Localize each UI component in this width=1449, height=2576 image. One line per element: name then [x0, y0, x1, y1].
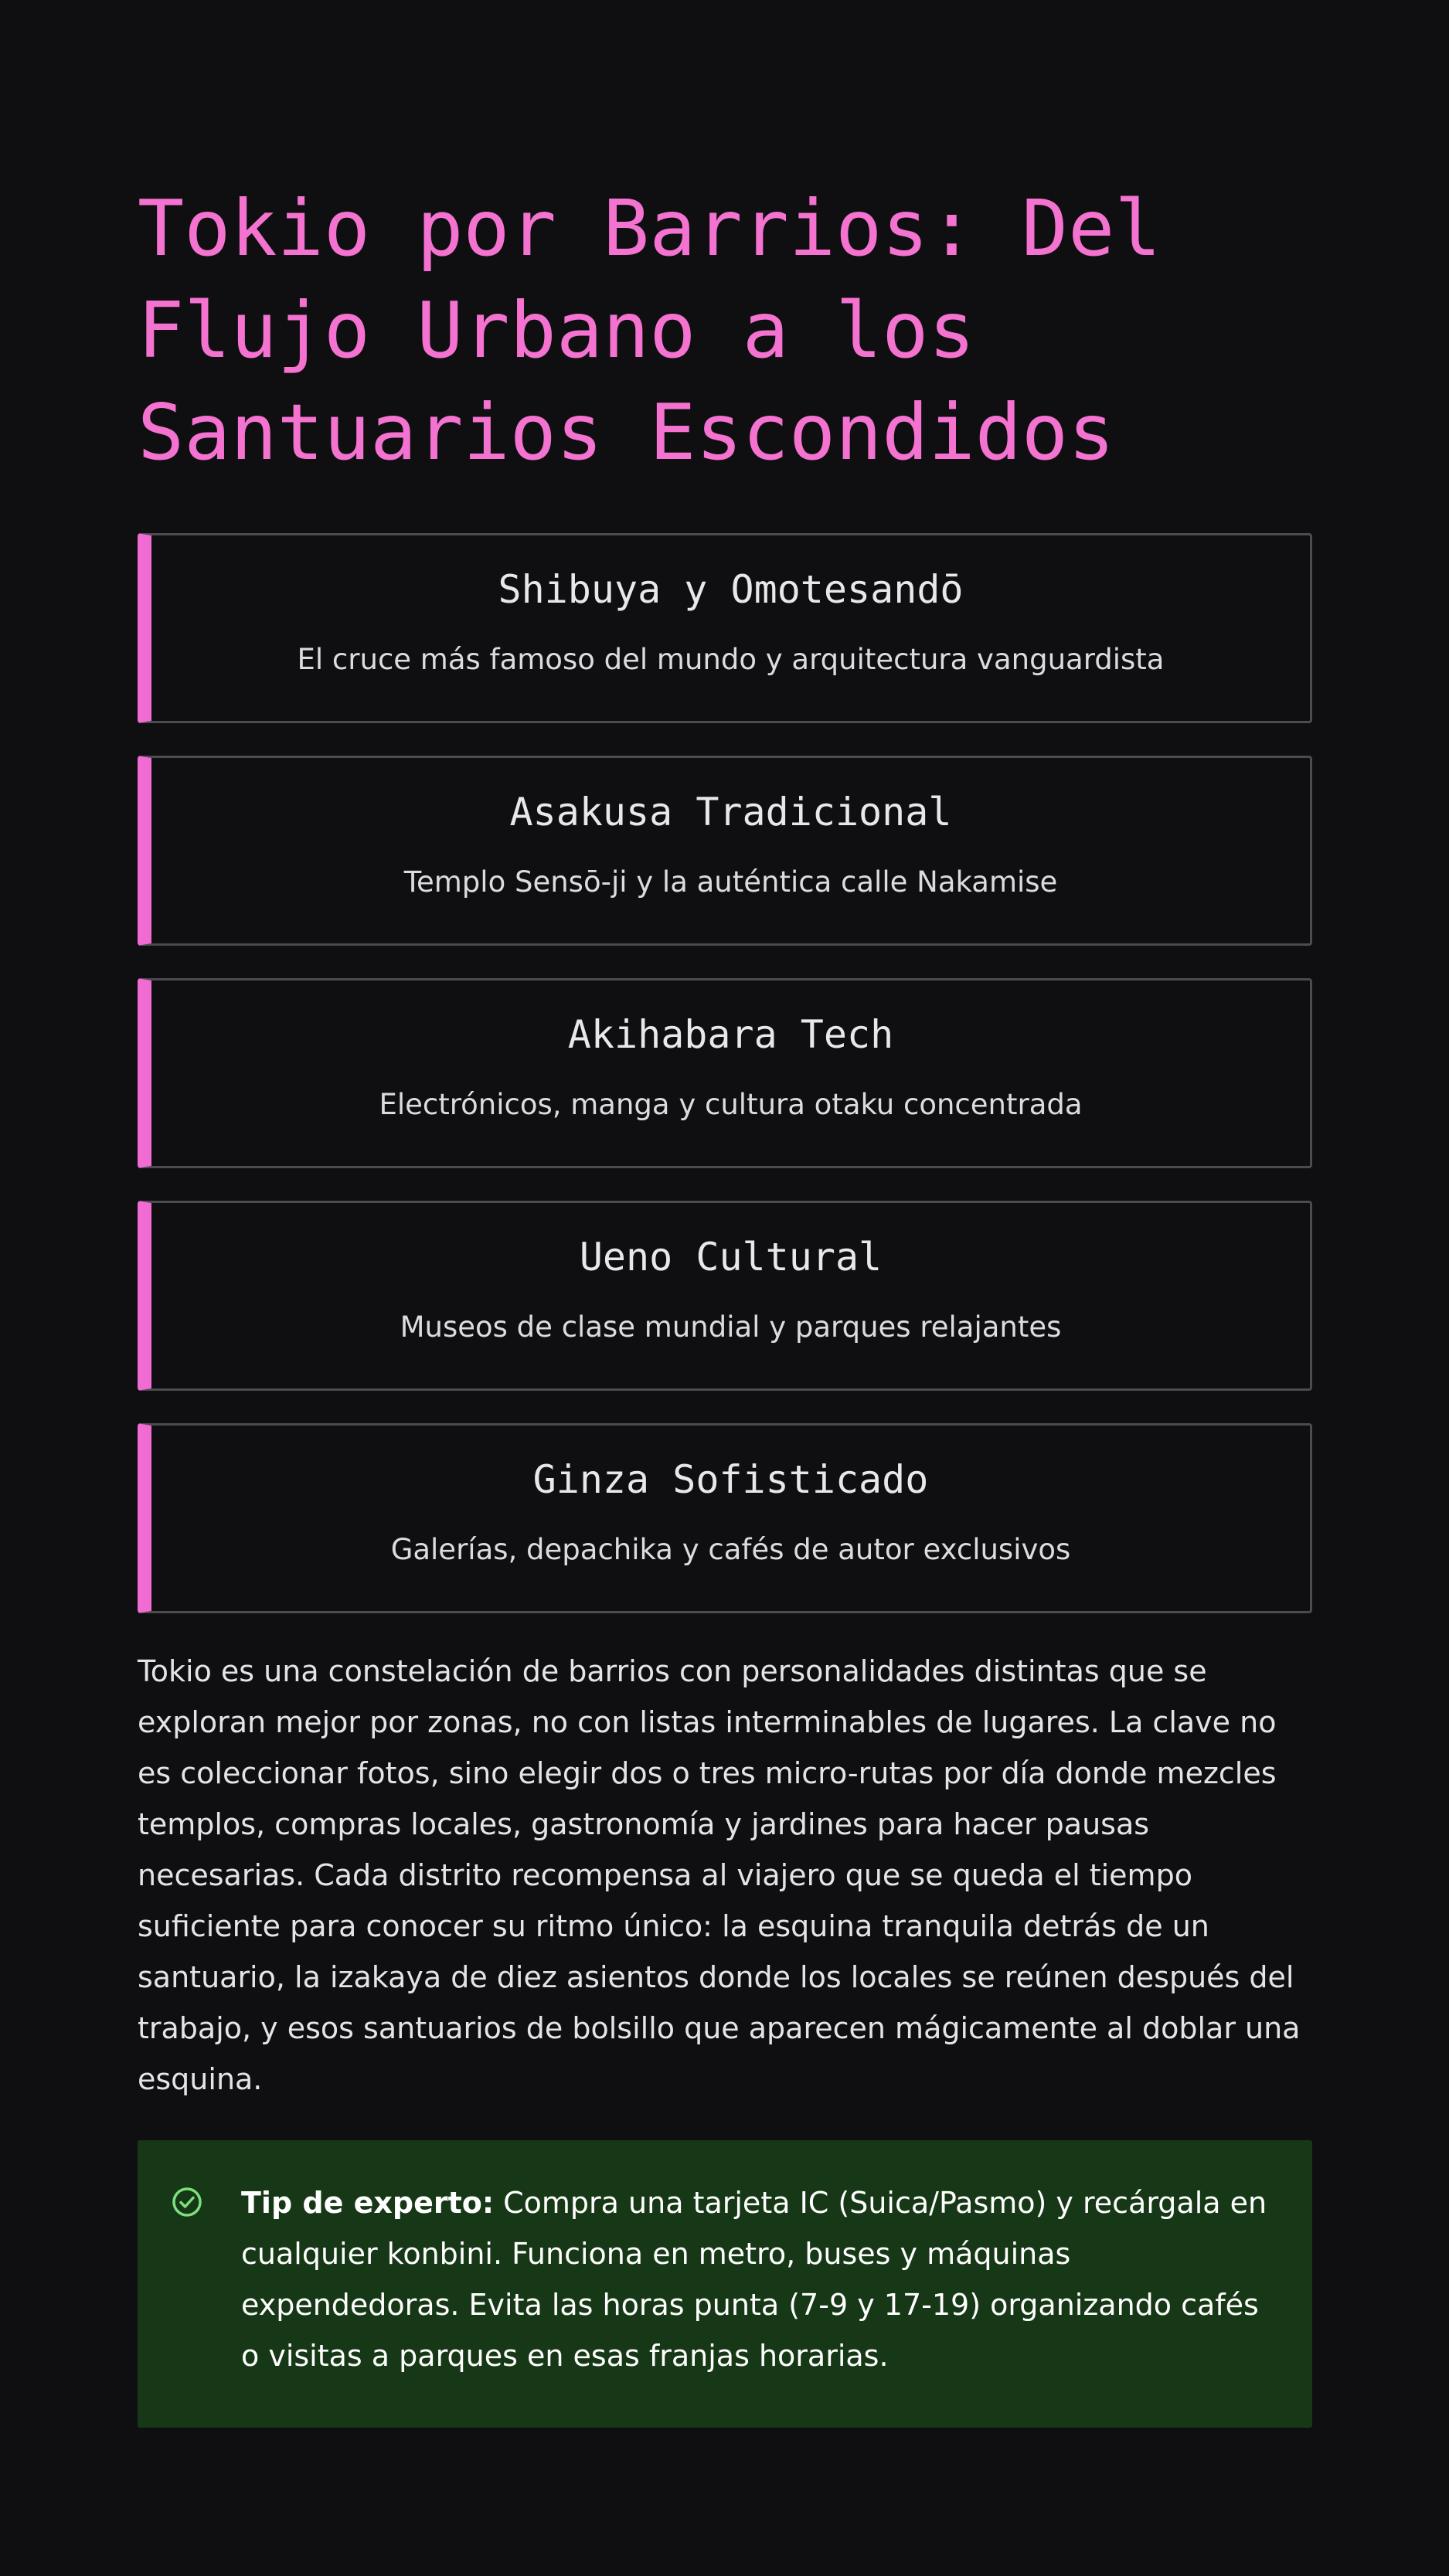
neighborhood-card [138, 756, 1312, 946]
neighborhood-card [138, 1423, 1312, 1613]
card-title: Asakusa Tradicional [509, 790, 952, 834]
card-description: Museos de clase mundial y parques relajantes [400, 1310, 1062, 1344]
card-description: Galerías, depachika y cafés de autor exclusivos [390, 1533, 1071, 1566]
neighborhood-card [138, 1201, 1312, 1391]
tip-label: Tip de experto: [241, 2186, 495, 2220]
card-title: Ginza Sofisticado [532, 1457, 929, 1502]
tip-body: Compra una tarjeta IC (Suica/Pasmo) y recárgala en cualquier konbini. Funciona en metro, buses y máquinas expendedoras. Evita las horas punta (7-9 y 17-19) organizando cafés o visitas a parques en esas franjas horarias. [241, 2186, 1267, 2373]
card-title: Akihabara Tech [567, 1012, 894, 1057]
card-title: Shibuya y Omotesandō [498, 567, 964, 612]
card-title: Ueno Cultural [579, 1235, 883, 1280]
tip-text [241, 2177, 1281, 2381]
card-description: Templo Sensō-ji y la auténtica calle Nakamise [403, 865, 1058, 899]
card-description: El cruce más famoso del mundo y arquitectura vanguardista [297, 643, 1165, 676]
intro-paragraph: Tokio es una constelación de barrios con personalidades distintas que se exploran mejor por zonas, no con listas interminables de lugares. La clave no es coleccionar fotos, sino elegir dos o tres micro-rutas por día donde mezcles templos, compras locales, gastronomía y jardines para hacer pausas necesarias. Cada distrito recompensa al viajero que se queda el tiempo suficiente para conocer su ritmo único: la esquina tranquila detrás de un santuario, la izakaya de diez asientos donde los locales se reúnen después del trabajo, y esos santuarios de bolsillo que aparecen mágicamente al doblar una esquina. [138, 1654, 1301, 2096]
neighborhood-card [138, 978, 1312, 1168]
card-description: Electrónicos, manga y cultura otaku concentrada [379, 1088, 1083, 1121]
check-circle-icon [170, 2185, 204, 2219]
article [138, 178, 1312, 2428]
page-title: Tokio por Barrios: Del Flujo Urbano a los Santuarios Escondidos [138, 183, 1162, 477]
neighborhood-card [138, 533, 1312, 723]
neighborhood-cards [138, 533, 1312, 1613]
expert-tip-callout [138, 2140, 1312, 2428]
